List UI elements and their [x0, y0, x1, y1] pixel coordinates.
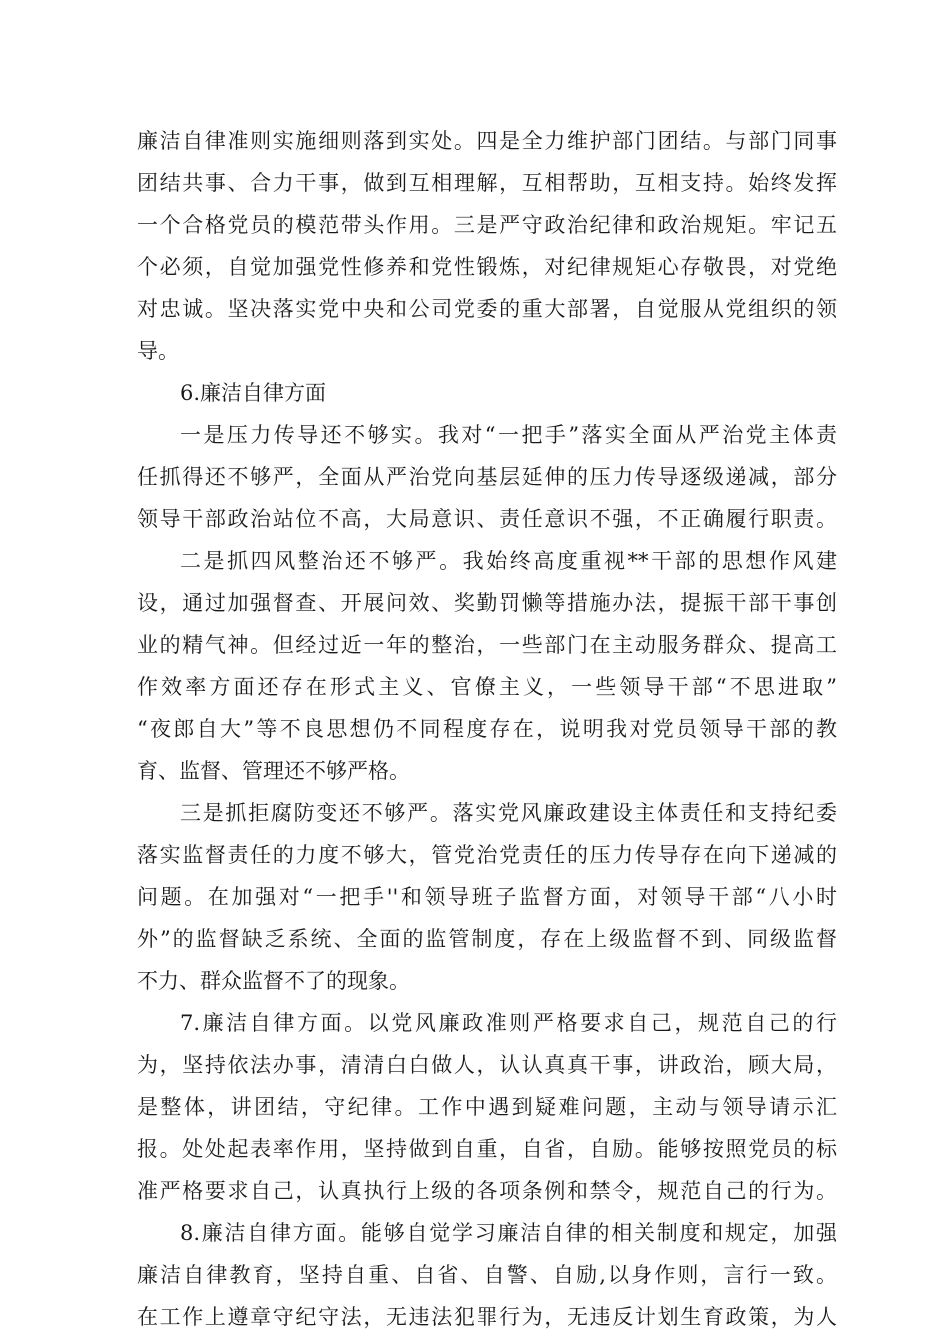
text-line: 作效率方面还存在形式主义、官僚主义，一些领导干部“不思进取” [137, 675, 837, 699]
text-line: 准严格要求自己，认真执行上级的各项条例和禁令，规范自己的行为。 [137, 1179, 837, 1203]
text-line: 一个合格党员的模范带头作用。三是严守政治纪律和政治规矩。牢记五 [137, 213, 837, 237]
text-line: 落实监督责任的力度不够大，管党治党责任的压力传导存在向下递减的 [137, 843, 837, 867]
text-line: 三是抓拒腐防变还不够严。落实党风廉政建设主体责任和支持纪委 [180, 801, 837, 825]
text-line: 团结共事、合力干事，做到互相理解，互相帮助，互相支持。始终发挥 [137, 171, 837, 195]
text-line: 为，坚持依法办事，清清白白做人，认认真真干事，讲政治，顾大局， [137, 1053, 837, 1077]
text-line: 廉洁自律准则实施细则落到实处。四是全力维护部门团结。与部门同事 [137, 129, 837, 153]
section-heading: 6.廉洁自律方面 [180, 381, 327, 405]
text-line: 业的精气神。但经过近一年的整治，一些部门在主动服务群众、提高工 [137, 633, 837, 657]
text-line: 报。处处起表率作用，坚持做到自重，自省，自励。能够按照党员的标 [137, 1137, 837, 1161]
text-line: 领导干部政治站位不高，大局意识、责任意识不强，不正确履行职责。 [137, 507, 837, 531]
text-line: 7.廉洁自律方面。以党风廉政准则严格要求自己，规范自己的行 [180, 1011, 837, 1035]
text-line: 问题。在加强对“一把手''和领导班子监督方面，对领导干部“八小时 [137, 885, 837, 909]
text-line: 育、监督、管理还不够严格。 [137, 759, 410, 783]
text-line: 廉洁自律教育，坚持自重、自省、自警、自励,以身作则，言行一致。 [137, 1263, 837, 1287]
text-line: 二是抓四风整治还不够严。我始终高度重视**干部的思想作风建 [180, 549, 837, 573]
text-line: 不力、群众监督不了的现象。 [137, 969, 410, 993]
text-line: 导。 [137, 339, 179, 363]
text-line: 外”的监督缺乏系统、全面的监管制度，存在上级监督不到、同级监督 [137, 927, 837, 951]
text-line: 8.廉洁自律方面。能够自觉学习廉洁自律的相关制度和规定，加强 [180, 1221, 837, 1245]
text-line: 个必须，自觉加强党性修养和党性锻炼，对纪律规矩心存敬畏，对党绝 [137, 255, 837, 279]
text-line: 在工作上遵章守纪守法，无违法犯罪行为，无违反计划生育政策，为人 [137, 1305, 837, 1329]
text-line: 一是压力传导还不够实。我对“一把手”落实全面从严治党主体责 [180, 423, 837, 447]
text-line: 设，通过加强督查、开展问效、奖勤罚懒等措施办法，提振干部干事创 [137, 591, 837, 615]
text-line: “夜郎自大”等不良思想仍不同程度存在，说明我对党员领导干部的教 [137, 717, 837, 741]
text-line: 对忠诚。坚决落实党中央和公司党委的重大部署，自觉服从党组织的领 [137, 297, 837, 321]
text-line: 任抓得还不够严，全面从严治党向基层延伸的压力传导逐级递减，部分 [137, 465, 837, 489]
text-line: 是整体，讲团结，守纪律。工作中遇到疑难问题，主动与领导请示汇 [137, 1095, 837, 1119]
